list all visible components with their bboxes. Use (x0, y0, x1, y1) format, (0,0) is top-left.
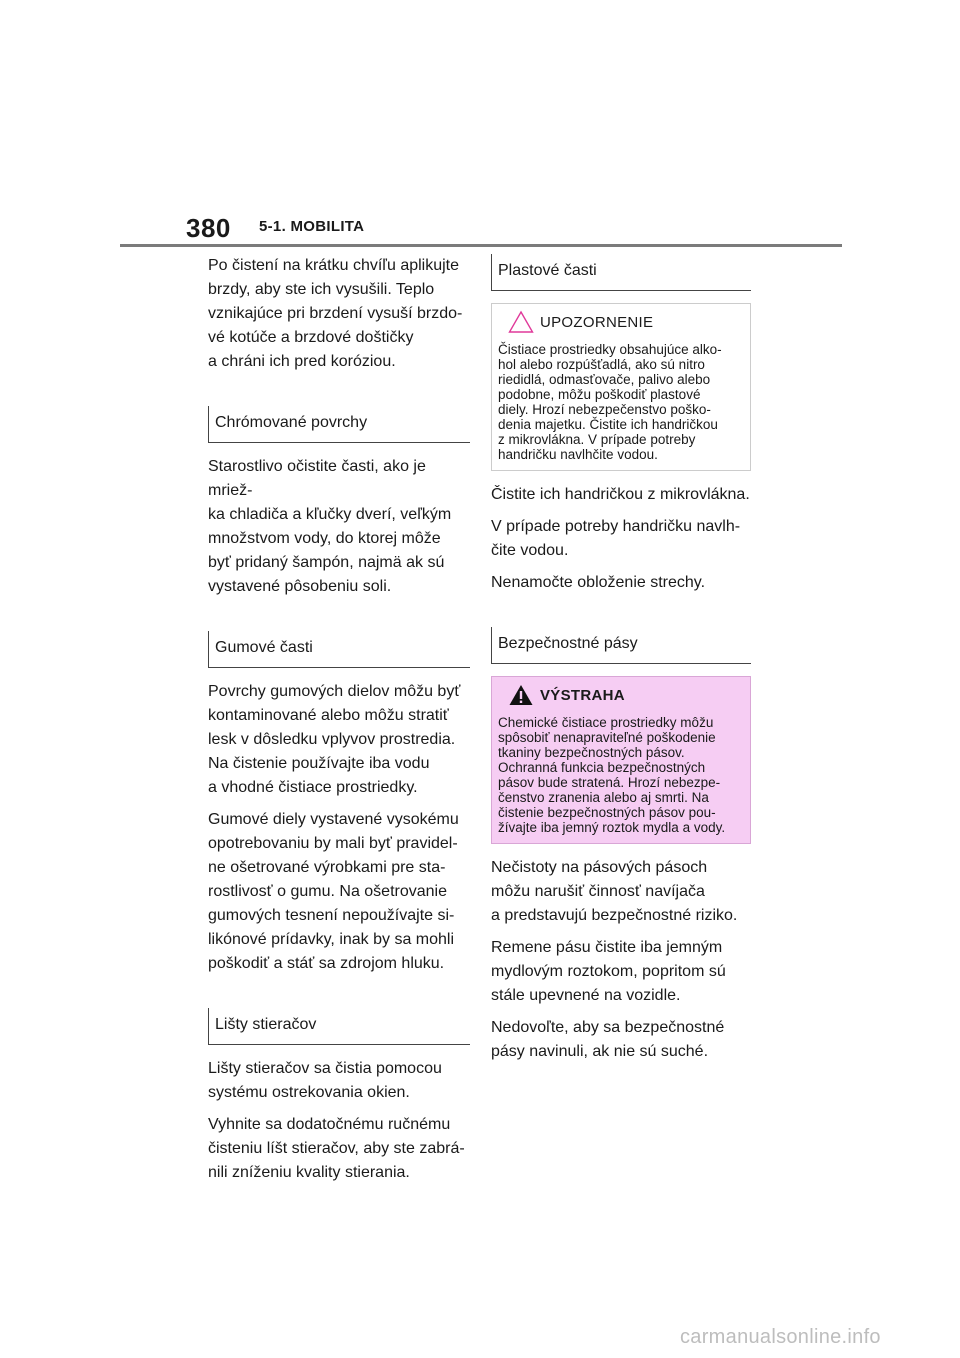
belts-paragraph-1: Nečistoty na pásových pásoch môžu narušiť činnosť navíjača a predstavujú bezpečnostné riziko. (491, 859, 738, 924)
watermark-logo: carmanualsonline.info (680, 1326, 881, 1348)
right-column (491, 254, 751, 1072)
rubber-paragraph-1: Povrchy gumových dielov môžu byť kontaminované alebo môžu stratiť lesk v dôsledku vplyvov prostredia. Na čistenie používajte iba vodu a vhodné čistiace prostriedky. (208, 683, 461, 796)
intro-paragraph: Po čistení na krátku chvíľu aplikujte brzdy, aby ste ich vysušili. Teplo vznikajúce pri brzdení vysuší brzdo- vé kotúče a brzdové doštičky a chráni ich pred koróziou. (208, 257, 463, 370)
belts-heading: Bezpečnostné pásy (491, 627, 751, 664)
section-title: 5-1. MOBILITA (259, 218, 365, 235)
warning-text: Chemické čistiace prostriedky môžu spôsobiť nenapraviteľné poškodenie tkaniny bezpečnostných pásov. Ochranná funkcia bezpečnostných pásov bude stratená. Hrozí nebezpe- čenstvo zranenia alebo aj smrti. Na čistenie bezpečnostných pásov pou- žívajte iba jemný roztok mydla a vody. (498, 715, 726, 835)
chrome-heading: Chrómované povrchy (208, 406, 470, 443)
rubber-paragraph-2: Gumové diely vystavené vysokému opotrebovaniu by mali byť pravidel- ne ošetrované výrobkami pre sta- rostlivosť o gumu. Na ošetrovanie gumových tesnení nepoužívajte si- likónové prídavky, inak by sa mohli poškodiť a stáť sa zdrojom hluku. (208, 811, 459, 972)
plastic-paragraph-1: Čistite ich handričkou z mikrovlákna. (491, 486, 750, 503)
caution-box (491, 303, 751, 471)
belts-paragraph-2: Remene pásu čistite iba jemným mydlovým roztokom, popritom sú stále upevnené na vozidle. (491, 939, 726, 1004)
plastic-paragraph-2: V prípade potreby handričku navlh- čite vodou. (491, 518, 741, 559)
chrome-paragraph: Starostlivo očistite časti, ako je mriež- ka chladiča a kľučky dverí, veľkým množstvom vody, do ktorej môže byť pridaný šampón, najmä ak sú vystavené pôsobeniu soli. (208, 458, 452, 595)
belts-paragraph-3: Nedovoľte, aby sa bezpečnostné pásy navinuli, ak nie sú suché. (491, 1019, 725, 1060)
page-number: 380 (186, 213, 231, 243)
plastic-paragraph-3: Nenamočte obloženie strechy. (491, 574, 706, 591)
warning-header (492, 677, 750, 715)
warning-box (491, 676, 751, 844)
header-rule (120, 244, 842, 247)
warning-triangle-icon (508, 683, 534, 707)
wiper-heading: Lišty stieračov (208, 1008, 470, 1045)
caution-title: UPOZORNENIE (540, 314, 654, 331)
wiper-paragraph-2: Vyhnite sa dodatočnému ručnému čisteniu líšt stieračov, aby ste zabrá- nili zníženiu kvality stierania. (208, 1116, 465, 1181)
left-column (208, 254, 470, 1193)
warning-title: VÝSTRAHA (540, 687, 625, 704)
rubber-heading: Gumové časti (208, 631, 470, 668)
caution-triangle-icon (508, 310, 534, 334)
wiper-paragraph-1: Lišty stieračov sa čistia pomocou systému ostrekovania okien. (208, 1060, 442, 1101)
plastic-heading: Plastové časti (491, 254, 751, 291)
caution-text: Čistiace prostriedky obsahujúce alko- hol alebo rozpúšťadlá, ako sú nitro riedidlá, odmasťovače, palivo alebo podobne, môžu poškodiť plastové diely. Hrozí nebezpečenstvo poško- denia majetku. Čistite ich handričkou z mikrovlákna. V prípade potreby handričku navlhčite vodou. (498, 342, 722, 462)
caution-header (492, 304, 750, 342)
